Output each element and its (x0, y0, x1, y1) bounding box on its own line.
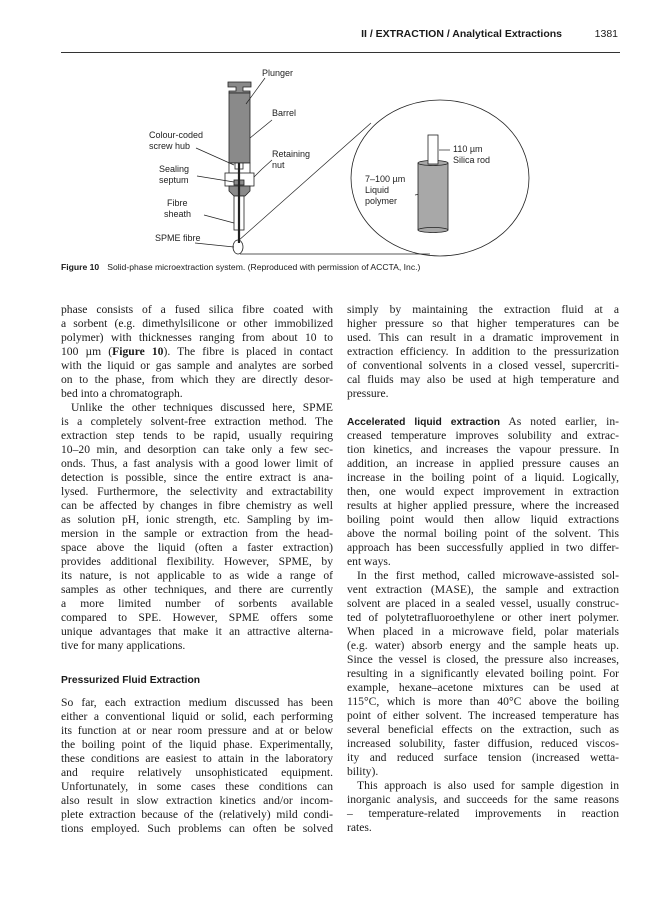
text-line: either a conventional liquid or solid, each performing (61, 710, 333, 723)
text-line: a sorbent (e.g. dimethylsilicone or other immobilized (61, 317, 333, 330)
text-line: several beneficial effects on the extraction, such as (347, 723, 619, 736)
text-line: space above the liquid (often a faster extraction) (61, 541, 333, 554)
text-line: then, one would expect improvement in extraction (347, 485, 619, 498)
text-line: addition, an increase in applied pressure causes an (347, 457, 619, 470)
paragraph (61, 303, 333, 401)
paragraph (347, 569, 619, 779)
text-line: on to the phase, from which they are directly desor- (61, 373, 333, 386)
paragraph (347, 779, 619, 835)
paragraph (347, 303, 619, 401)
text-line: inorganic analysis, and succeeds for the same reasons (347, 793, 619, 806)
text-line: ent ways. (347, 555, 391, 568)
paragraph (61, 696, 333, 836)
text-line: unique advantages that make it an attractive alterna- (61, 625, 333, 638)
text-line: samples as other techniques, and there are currently (61, 583, 333, 596)
text-line: results at higher applied pressure, where the increased (347, 499, 619, 512)
text-line: these conditions are easiest to attain in the laboratory (61, 752, 333, 765)
label-polymer-line1: 7–100 µm (365, 174, 406, 184)
text-line: When placed in a microwave field, polar materials (347, 625, 619, 638)
silica-rod (428, 135, 438, 164)
label-plunger: Plunger (262, 68, 294, 78)
text-line: above the normal boiling point of the solvent. This (347, 527, 619, 540)
bold-run: Accelerated liquid extraction (347, 417, 501, 428)
running-title: II / EXTRACTION / Analytical Extractions (361, 28, 562, 40)
text-line: approach has been successfully applied in two differ- (347, 541, 619, 554)
paragraph (347, 415, 619, 569)
figure-spme-diagram (0, 0, 668, 262)
text-line: example, hexane–acetone mixtures can be used at (347, 681, 619, 694)
text-line: So far, each extraction medium discussed has been (61, 696, 333, 709)
liquid-polymer-coating (418, 163, 448, 230)
text-line: point of either solvent. The increased temperature has (347, 709, 619, 722)
text-line: tion kinetics, and increases the vapour pressure. In (347, 443, 619, 456)
text-line: can be affected by changes in fibre chemistry as well (61, 499, 333, 512)
text-line: tive for many applications. (61, 639, 186, 652)
label-hub-line2: screw hub (149, 141, 191, 151)
text-line: and require relatively unsophisticated equipment. (61, 766, 333, 779)
text-line: lysed. Furthermore, the selectivity and extractability (61, 485, 333, 498)
text-line: provides additional flexibility. However, SPME, by (61, 555, 333, 568)
text-line: Unfortunately, in some cases these conditions can (61, 780, 333, 793)
text-line: is a completely solvent-free extraction method. The (61, 415, 333, 428)
text-line: rates. (347, 821, 372, 834)
text-line: (e.g. water) absorb energy and the sample heats up. (347, 639, 619, 652)
text-line: – temperature-related improvements in reaction (347, 807, 619, 820)
syringe-illustration (225, 82, 254, 254)
text-line: used. This can result in a dramatic improvement in (347, 331, 619, 344)
text-line: of conventional solvents in a closed vessel, supercriti- (347, 359, 619, 372)
text-line: creased temperature improves solubility and extrac- (347, 429, 619, 442)
text-line: a more limited number of sorbents available (61, 597, 333, 610)
text-line: extraction step tends to be rapid, usually requiring (61, 429, 333, 442)
caption-label: Figure 10 (61, 262, 100, 272)
text-line: tions employed. Such problems can often be solved (61, 822, 333, 835)
text-line: ted of polytetrafluoroethylene or other inert polymer. (347, 611, 619, 624)
label-polymer-line2: Liquid (365, 185, 390, 195)
label-hub-line1: Colour-coded (149, 130, 204, 140)
label-nut-line2: nut (272, 160, 285, 170)
text-line: pressure. (347, 387, 389, 400)
text-line: This approach is also used for sample digestion in (357, 779, 619, 792)
text-line: bed into a chromatograph. (61, 387, 183, 400)
label-barrel: Barrel (272, 108, 297, 118)
text-line: Unlike the other techniques discussed here, SPME (71, 401, 333, 414)
text-line: boiling point would then allow liquid extractions (347, 513, 619, 526)
label-septum-line2: septum (159, 175, 189, 185)
text-line: bility). (347, 765, 379, 778)
text-line: onds. Thus, a fast analysis with a good lower limit of (61, 457, 333, 470)
label-rod-line1: 110 µm (453, 144, 483, 154)
text-line: phase consists of a fused silica fibre coated with (61, 303, 333, 316)
caption-text: Solid-phase microextraction system. (Reproduced with permission of ACCTA, Inc.) (107, 262, 421, 272)
text-line: its nature, is not applicable to as wide a range of (61, 569, 333, 582)
text-run: As noted earlier, in- (500, 415, 619, 428)
text-line: also result in slow extraction kinetics and/or incom- (61, 794, 333, 807)
text-line: mersion in the sample or extraction from the head- (61, 527, 333, 540)
label-polymer-line3: polymer (365, 196, 398, 206)
text-line: extraction efficiency. In addition to the pressurization (347, 345, 619, 358)
plunger-head (228, 82, 251, 93)
text-line: its function at or near room pressure and at or below (61, 724, 333, 737)
text-line: 10–20 min, and desorption can take only a few sec- (61, 443, 333, 456)
page-number: 1381 (594, 28, 618, 40)
text-line: increase in the boiling point of a liquid. Logically, (347, 471, 619, 484)
text-line: 115°C, which is more than 40°C above the boiling (347, 695, 619, 708)
text-line: increased solubility, faster diffusion, reduced viscos- (347, 737, 619, 750)
fibre-closeup (418, 135, 448, 233)
text-line: as solution pH, ionic strength, etc. Sampling by im- (61, 513, 333, 526)
text-line: vent extraction (MASE), the sample and extraction (347, 583, 619, 596)
text-run: ). The fibre is placed in contact (163, 345, 334, 358)
text-line: cal fluids may also be used at high temperature and (347, 373, 619, 386)
text-line: Since the vessel is closed, the pressure also increases, (347, 653, 619, 666)
figure-caption (61, 262, 420, 272)
section-heading: Pressurized Fluid Extraction (61, 675, 201, 686)
label-septum-line1: Sealing (159, 164, 190, 174)
text-line: detection is possible, since the entire extract is ana- (61, 471, 333, 484)
bold-run: Figure 10 (112, 345, 164, 358)
label-nut-line1: Retaining (272, 149, 311, 159)
text-line: higher pressure so that higher temperatures can be (347, 317, 619, 330)
text-line: compared to SPE. However, SPME offers some (61, 611, 333, 624)
label-sheath-line2: sheath (164, 209, 192, 219)
text-line (347, 415, 619, 429)
text-line (61, 345, 333, 359)
text-run: 100 µm ( (61, 345, 113, 358)
text-line: plete extraction because of the (relatively) mild condi- (61, 808, 333, 821)
text-line: solvent are placed in a sealed vessel, usually construc- (347, 597, 619, 610)
text-line: simply by maintaining the extraction fluid at a (347, 303, 619, 316)
text-line: ity and reduced surface tension (increased wetta- (347, 751, 619, 764)
paragraph (61, 401, 333, 653)
label-sheath-line1: Fibre (167, 198, 188, 208)
label-spme-fibre: SPME fibre (155, 233, 201, 243)
left-column (61, 303, 333, 836)
text-line: polymer) with thicknesses ranging from about 10 to (61, 331, 333, 344)
text-line: with the liquid or gas sample and analytes are sorbed (61, 359, 333, 372)
barrel (229, 93, 250, 163)
text-line: the boiling point of the liquid phase. Experimentally, (61, 738, 333, 751)
text-line: resulting in a significantly elevated boiling point. For (347, 667, 619, 680)
label-rod-line2: Silica rod (453, 155, 491, 165)
right-column (347, 303, 619, 835)
text-line: In the first method, called microwave-assisted sol- (357, 569, 619, 582)
